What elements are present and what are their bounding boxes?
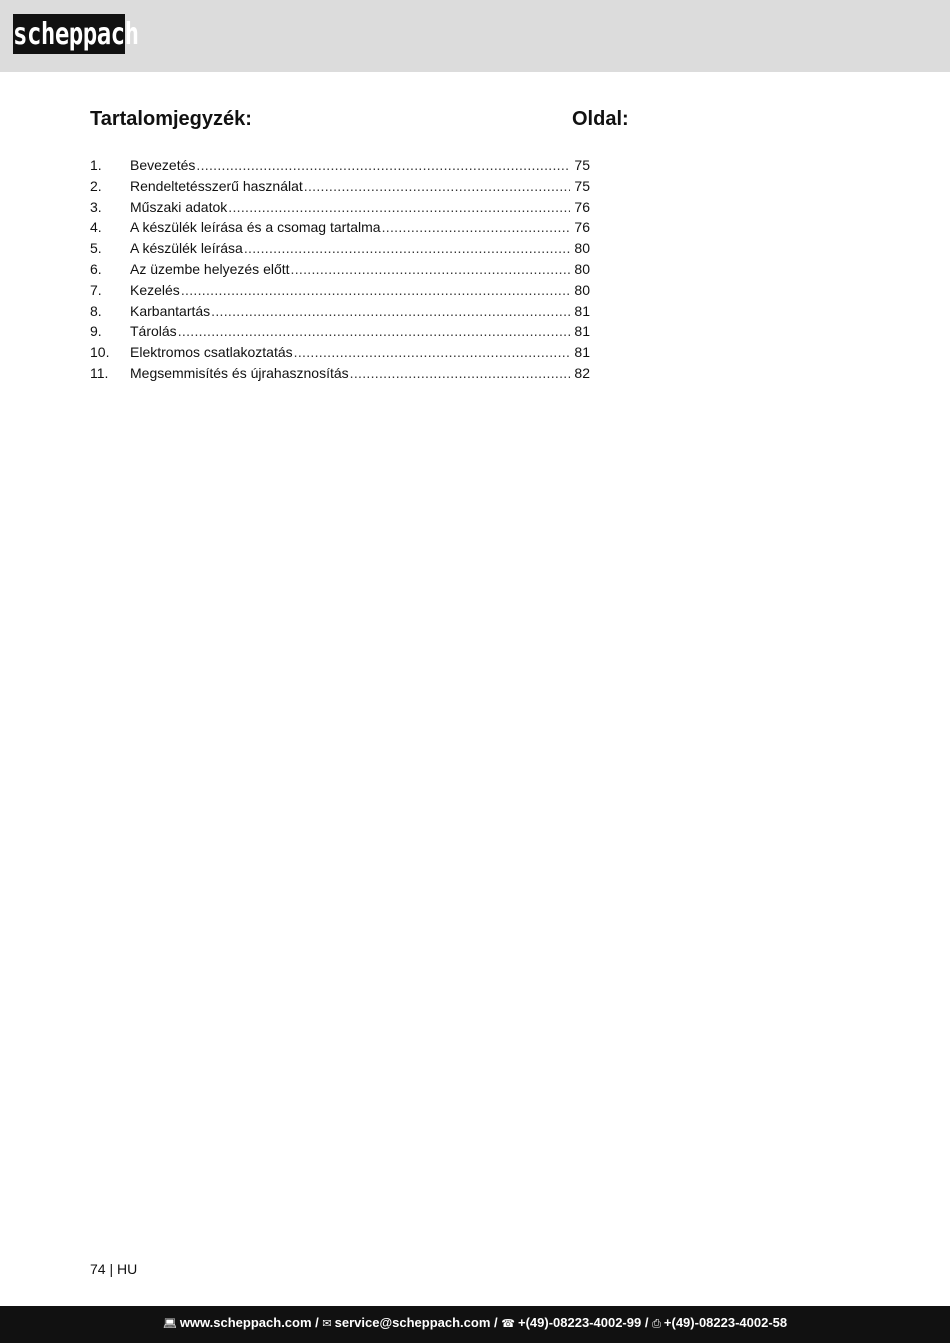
fax-icon: ⎙ [652, 1317, 661, 1330]
toc-entry-page: 80 [574, 281, 590, 298]
separator: / [644, 1315, 649, 1330]
toc-entry-number: 10. [90, 344, 110, 361]
dot-leader [181, 280, 570, 301]
separator: / [315, 1315, 319, 1330]
toc-entry-page: 81 [574, 302, 590, 319]
toc-entry-label: Műszaki adatok [130, 198, 228, 215]
toc-entry-page: 80 [574, 260, 590, 277]
toc-entry [90, 155, 590, 176]
toc-entry-number: 11. [90, 364, 109, 381]
toc-entry-label: Bevezetés [130, 157, 196, 173]
fax-number: +(49)-08223-4002-58 [663, 1315, 788, 1330]
dot-leader [244, 238, 570, 259]
scheppach-logo: scheppach [13, 14, 125, 54]
dot-leader [291, 259, 570, 280]
toc-entry-number: 2. [90, 177, 102, 194]
dot-leader [211, 301, 570, 322]
toc-entry-number: 4. [90, 219, 102, 236]
toc-entry [90, 197, 590, 218]
toc-entry-page: 76 [574, 198, 590, 215]
separator: / [494, 1315, 498, 1330]
toc-entry [90, 280, 590, 301]
computer-icon: 💻︎ [162, 1317, 177, 1330]
toc-entry [90, 363, 590, 384]
toc-entry-number: 7. [90, 281, 102, 298]
toc-entry-label: Kezelés [130, 281, 180, 298]
toc-title: Tartalomjegyzék: [90, 108, 252, 130]
toc-entry-label: Rendeltetésszerű használat [130, 177, 303, 194]
page-header [0, 0, 950, 72]
toc-entry-number: 9. [90, 323, 102, 340]
phone-icon: ☎ [501, 1317, 515, 1330]
toc-entry-page: 81 [574, 344, 590, 361]
contact-bar [0, 1306, 950, 1343]
toc-entry-label: Tárolás [130, 323, 177, 340]
toc-entry-label: Karbantartás [130, 302, 211, 319]
email-icon: ✉ [322, 1317, 332, 1330]
toc-entry [90, 342, 590, 363]
dot-leader [304, 176, 570, 197]
dot-leader [178, 321, 570, 342]
website-link[interactable]: www.scheppach.com [179, 1315, 312, 1330]
toc-entry-number: 5. [90, 240, 102, 257]
toc-entry-page: 81 [574, 323, 590, 340]
toc-entry-label: A készülék leírása és a csomag tartalma [130, 219, 381, 236]
toc-entry-label: A készülék leírása [130, 240, 243, 257]
toc-entry-page: 82 [574, 364, 590, 381]
page-number-label: 74 | HU [90, 1261, 138, 1277]
toc-entry-label: Elektromos csatlakoztatás [130, 344, 293, 361]
toc-entry-number: 3. [90, 198, 102, 215]
email-link[interactable]: service@scheppach.com [334, 1315, 491, 1330]
toc-entry [90, 301, 590, 322]
dot-leader [382, 217, 570, 238]
toc-entry-page: 75 [574, 177, 590, 194]
toc-entry [90, 238, 590, 259]
dot-leader [228, 197, 570, 218]
toc-entry-label: Megsemmisítés és újrahasznosítás [130, 364, 349, 381]
toc-entry [90, 217, 590, 238]
toc-entry [90, 176, 590, 197]
dot-leader [350, 363, 570, 384]
dot-leader [196, 155, 570, 176]
phone-number: +(49)-08223-4002-99 [517, 1315, 642, 1330]
toc-entry [90, 321, 590, 342]
page-column-title: Oldal: [572, 108, 629, 130]
toc-entry-number: 1. [90, 157, 102, 173]
toc-entry [90, 259, 590, 280]
toc-entry-page: 76 [574, 219, 590, 236]
toc-entry-label: Az üzembe helyezés előtt [130, 260, 290, 277]
toc-entry-page: 80 [574, 240, 590, 257]
dot-leader [294, 342, 570, 363]
toc-entry-number: 8. [90, 302, 102, 319]
toc-entry-page: 75 [574, 157, 590, 173]
toc-list [90, 155, 590, 384]
toc-entry-number: 6. [90, 260, 102, 277]
